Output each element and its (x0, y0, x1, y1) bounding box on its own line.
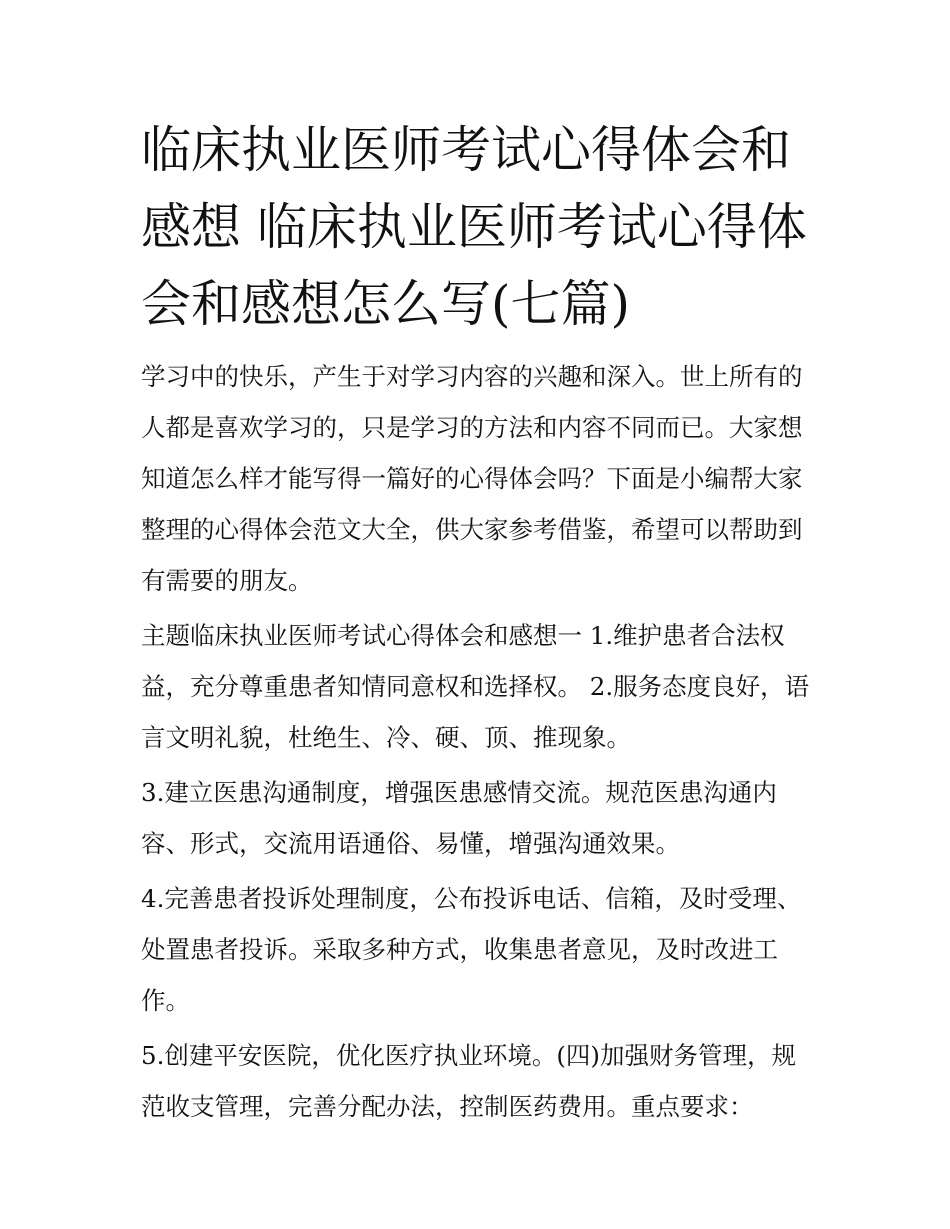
document-title: 临床执业医师考试心得体会和感想 临床执业医师考试心得体会和感想怎么写(七篇) (141, 121, 807, 333)
body-paragraph: 4.完善患者投诉处理制度，公布投诉电话、信箱，及时受理、处置患者投诉。采取多种方式，收集患者意见，及时改进工作。 (141, 884, 802, 1015)
body-paragraph: 主题临床执业医师考试心得体会和感想一 1.维护患者合法权益，充分尊重患者知情同意权和选择权。 2.服务态度良好，语言文明礼貌，杜绝生、冷、硬、顶、推现象。 (141, 621, 810, 752)
intro-paragraph: 学习中的快乐，产生于对学习内容的兴趣和深入。世上所有的人都是喜欢学习的，只是学习的方法和内容不同而已。大家想知道怎么样才能写得一篇好的心得体会吗？下面是小编帮大家整理的心得体会范文大全，供大家参考借鉴，希望可以帮助到有需要的朋友。 (141, 362, 803, 595)
document-page (141, 112, 813, 1136)
body-paragraph: 3.建立医患沟通制度，增强医患感情交流。规范医患沟通内容、形式，交流用语通俗、易懂，增强沟通效果。 (141, 778, 777, 858)
body-paragraph: 5.创建平安医院，优化医疗执业环境。(四)加强财务管理，规范收支管理，完善分配办法，控制医药费用。重点要求： (141, 1041, 796, 1121)
